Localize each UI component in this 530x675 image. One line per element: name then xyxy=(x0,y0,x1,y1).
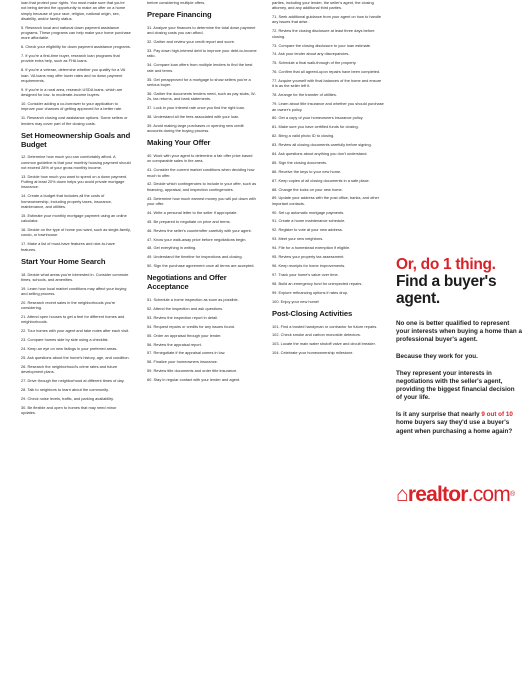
checklist-item: 11. Research closing cost assistance options. Some sellers or lenders may cover part of the closing costs. xyxy=(21,115,128,126)
checklist-item: 103. Locate the main water shutoff valve and circuit breaker. xyxy=(272,341,376,347)
checklist-item: 59. Review title documents and order title insurance. xyxy=(147,368,238,374)
checklist-item: 71. Seek additional guidance from your agent on how to handle any issues that arise. xyxy=(272,14,382,25)
checklist-item: 43. Determine how much earnest money you will put down with your offer. xyxy=(147,195,256,206)
checklist-item: 95. Review your property tax assessment. xyxy=(272,254,345,260)
checklist-item: 72. Review the closing disclosure at least three days before closing. xyxy=(272,28,375,39)
checklist-item: 51. Schedule a home inspection as soon as possible. xyxy=(147,297,239,303)
checklist-item: 38. Understand all the fees associated with your loan. xyxy=(147,113,240,119)
checklist-item: 60. Stay in regular contact with your lender and agent. xyxy=(147,377,241,383)
ad-question xyxy=(396,411,522,436)
checklist-item: 58. Finalize your homeowners insurance. xyxy=(147,359,218,365)
checklist-item: 10. Consider adding a co-borrower to your application to improve your chances of getting approved for a better rate. xyxy=(21,101,123,112)
registered-mark-icon: ® xyxy=(509,491,515,498)
checklist-item: 28. Talk to neighbors to learn about the community. xyxy=(21,387,109,392)
logo-tld: .com xyxy=(467,483,510,506)
checklist-item: 8. If you're a veteran, determine whether you qualify for a VA loan. VA loans may offer lower rates and no down payment requirements. xyxy=(21,67,126,83)
checklist-item: before considering multiple offers. xyxy=(147,0,206,5)
checklist-item: 77. Acquire yourself with final balances of the home and ensure it is as the seller left it. xyxy=(272,78,382,89)
checklist-item: 17. Make a list of must-have features and nice-to-have features. xyxy=(21,241,115,252)
checklist-item: 16. Decide on the type of home you want, such as single-family, condo, or townhouse. xyxy=(21,227,131,238)
goals-budget-list xyxy=(21,154,131,251)
realtor-logo[interactable] xyxy=(396,483,515,507)
checklist-item: 93. Meet your new neighbors. xyxy=(272,236,324,242)
checklist-item: 53. Review the inspection report in detail. xyxy=(147,314,219,320)
checklist-item: 76. Confirm that all agreed-upon repairs have been completed. xyxy=(272,69,381,75)
checklist-item: 98. Build an emergency fund for unexpected repairs. xyxy=(272,280,363,286)
checklist-item: 29. Check noise levels, traffic, and parking availability. xyxy=(21,395,114,401)
ad-question-prefix: Is it any surprise that nearly xyxy=(396,411,482,419)
ad-headline-dark: Find a buyer's agent. xyxy=(396,273,497,307)
checklist-item: 33. Pay down high-interest debt to improve your debt-to-income ratio. xyxy=(147,48,257,59)
checklist-item: 45. Be prepared to negotiate on price and terms. xyxy=(147,218,231,224)
checklist-item: 44. Write a personal letter to the seller if appropriate. xyxy=(147,209,238,215)
column-2-intro xyxy=(147,0,257,5)
negotiations-list xyxy=(147,297,257,382)
section-heading-goals-budget: Set Homeownership Goals and Budget xyxy=(21,130,131,149)
checklist-item: 104. Celebrate your homeownership milestone. xyxy=(272,350,354,356)
section-heading-negotiations: Negotiations and Offer Acceptance xyxy=(147,273,227,292)
checklist-item: 79. Learn about title insurance and whether you should purchase an owner's policy. xyxy=(272,101,384,112)
column-3-intro xyxy=(272,0,384,304)
checklist-item: loan that protect your rights. You must make sure that you're not being denied the opportunity to make an offer on a home simply because of your race, religion, national origin, sex, disability, and/or family status. xyxy=(21,0,126,21)
checklist-item: 30. Be flexible and open to homes that may need minor updates. xyxy=(21,404,117,416)
checklist-item: parties, including your lender, the seller's agent, the closing attorney, and any additional third parties. xyxy=(272,0,374,11)
checklist-item: 102. Check smoke and carbon monoxide detectors. xyxy=(272,332,361,338)
checklist-item: 37. Lock in your interest rate once you find the right loan. xyxy=(147,104,245,110)
checklist-item: 24. Keep an eye on new listings in your preferred areas. xyxy=(21,346,118,352)
checklist-item: 90. Set up automatic mortgage payments. xyxy=(272,209,345,215)
checklist-item: 85. Sign the closing documents. xyxy=(272,159,328,165)
ad-question-highlight: 9 out of 10 xyxy=(481,411,513,419)
checklist-item: 18. Decide what areas you're interested in. Consider commute times, schools, and amenities. xyxy=(21,271,129,282)
checklist-item: 91. Create a home maintenance schedule. xyxy=(272,218,346,224)
ad-paragraph: Because they work for you. xyxy=(396,353,478,361)
checklist-item: 56. Review the appraisal report. xyxy=(147,341,202,347)
ad-paragraph: No one is better qualified to represent your interests when buying a home than a professional buyer's agent. xyxy=(396,320,522,344)
checklist-item: 100. Enjoy your new home! xyxy=(272,298,320,304)
checklist-item: 13. Decide how much you want to spend on a down payment. Putting at least 20% down helps you avoid private mortgage insurance. xyxy=(21,173,128,190)
checklist-item: 23. Compare homes side by side using a checklist. xyxy=(21,337,109,343)
checklist-item: 42. Decide which contingencies to include in your offer, such as financing, appraisal, and inspection contingencies. xyxy=(147,181,257,192)
checklist-column-2 xyxy=(147,0,257,386)
checklist-item: 19. Learn how local market conditions may affect your buying and selling process. xyxy=(21,285,127,297)
checklist-item: 49. Understand the timeline for inspections and closing. xyxy=(147,254,243,260)
checklist-item: 96. Keep receipts for home improvements. xyxy=(272,262,346,268)
making-offer-list xyxy=(147,153,257,268)
checklist-item: 75. Schedule a final walk-through of the property. xyxy=(272,60,357,66)
checklist-item: 101. Find a trusted handyman or contractor for future repairs. xyxy=(272,323,378,329)
checklist-item: 14. Create a budget that includes all the costs of homeownership, including property taxes, insurance, maintenance, and utilities. xyxy=(21,193,112,209)
buyers-agent-ad xyxy=(396,256,522,444)
checklist-item: 36. Gather the documents lenders need, such as pay stubs, W-2s, tax returns, and bank statements. xyxy=(147,90,256,102)
checklist-item: 80. Get a copy of your homeowners insurance policy. xyxy=(272,115,364,121)
logo-name: realtor xyxy=(407,483,468,506)
checklist-item: 39. Avoid making large purchases or opening new credit accounts during the buying process. xyxy=(147,122,244,133)
checklist-item: 22. Tour homes with your agent and take notes after each visit. xyxy=(21,328,130,334)
checklist-item: 57. Renegotiate if the appraisal comes in low. xyxy=(147,350,226,356)
checklist-item: 20. Research recent sales in the neighborhoods you're considering. xyxy=(21,299,116,311)
checklist-item: 83. Review all closing documents carefully before signing. xyxy=(272,142,372,148)
checklist-item: 31. Analyze your finances to determine the total down payment and closing costs you can afford. xyxy=(147,25,256,36)
checklist-item: 34. Compare loan offers from multiple lenders to find the best rate and terms. xyxy=(147,62,253,73)
home-search-list xyxy=(21,272,131,416)
checklist-item: 41. Consider the current market conditions when deciding how much to offer. xyxy=(147,167,255,178)
section-heading-making-offer: Making Your Offer xyxy=(147,138,211,148)
ad-headline xyxy=(396,256,522,307)
checklist-item: 25. Ask questions about the home's history, age, and condition. xyxy=(21,355,130,361)
checklist-item: 84. Ask questions about anything you don't understand. xyxy=(272,150,368,156)
checklist-item: 48. Get everything in writing. xyxy=(147,245,197,251)
checklist-item: 88. Change the locks on your new home. xyxy=(272,186,343,192)
section-heading-home-search: Start Your Home Search xyxy=(21,256,106,266)
checklist-item: 82. Bring a valid photo ID to closing. xyxy=(272,133,335,139)
checklist-item: 7. If you're a first-time buyer, research loan programs that provide extra help, such as FHA loans. xyxy=(21,53,120,64)
checklist-item: 97. Track your home's value over time. xyxy=(272,271,339,277)
post-closing-list xyxy=(272,324,384,356)
house-icon: ⌂ xyxy=(396,483,408,506)
ad-body xyxy=(396,320,522,436)
checklist-item: 9. If you're in a rural area, research USDA loans, which are designed for low- to moderate-income buyers. xyxy=(21,86,123,98)
checklist-item: 5. Research local and national down payment assistance programs. These programs can help make your home purchase more affordable. xyxy=(21,24,131,41)
checklist-item: 26. Research the neighborhood's crime rates and future development plans. xyxy=(21,363,118,375)
checklist-item: 54. Request repairs or credits for any issues found. xyxy=(147,323,236,329)
checklist-item: 6. Check your eligibility for down payment assistance programs. xyxy=(21,44,131,50)
checklist-item: 81. Make sure you have certified funds for closing. xyxy=(272,124,359,130)
column-1-intro xyxy=(21,0,131,126)
checklist-item: 35. Get preapproved for a mortgage to show sellers you're a serious buyer. xyxy=(147,76,251,87)
checklist-item: 92. Register to vote at your new address. xyxy=(272,227,343,233)
checklist-item: 46. Review the seller's counteroffer carefully with your agent. xyxy=(147,227,252,233)
checklist-item: 73. Compare the closing disclosure to your loan estimate. xyxy=(272,42,372,48)
checklist-item: 86. Receive the keys to your new home. xyxy=(272,168,342,174)
checklist-item: 47. Know your walk-away price before negotiations begin. xyxy=(147,236,247,242)
checklist-column-1 xyxy=(21,0,131,419)
checklist-item: 55. Order an appraisal through your lender. xyxy=(147,332,222,338)
ad-paragraph: They represent your interests in negotiations with the seller's agent, providing the biggest financial decision of your life. xyxy=(396,369,515,402)
checklist-item: 40. Work with your agent to determine a fair offer price based on comparable sales in the area. xyxy=(147,153,253,164)
checklist-item: 27. Drive through the neighborhood at different times of day. xyxy=(21,378,125,384)
prepare-financing-list xyxy=(147,25,257,133)
ad-question-suffix: home buyers say they'd use a buyer's agent when purchasing a home again? xyxy=(396,419,513,435)
checklist-item: 89. Update your address with the post office, banks, and other important contacts. xyxy=(272,195,379,206)
checklist-item: 74. Ask your lender about any discrepancies. xyxy=(272,51,350,57)
checklist-item: 78. Arrange for the transfer of utilities. xyxy=(272,92,337,98)
checklist-item: 15. Estimate your monthly mortgage payment using an online calculator. xyxy=(21,212,127,224)
checklist-item: 99. Explore refinancing options if rates drop. xyxy=(272,289,349,295)
checklist-item: 87. Keep copies of all closing documents in a safe place. xyxy=(272,177,370,183)
checklist-item: 32. Gather and review your credit report and score. xyxy=(147,39,236,45)
checklist-item: 21. Attend open houses to get a feel for different homes and neighborhoods. xyxy=(21,314,125,325)
checklist-column-3 xyxy=(272,0,384,359)
checklist-item: 94. File for a homestead exemption if eligible. xyxy=(272,245,351,251)
section-heading-post-closing: Post-Closing Activities xyxy=(272,308,353,318)
ad-headline-red: Or, do 1 thing. xyxy=(396,256,496,273)
checklist-item: 12. Determine how much you can comfortably afford. A common guideline is that your monthly housing payment should not exceed 28% of your gross monthly income. xyxy=(21,154,131,170)
checklist-item: 50. Sign the purchase agreement once all terms are accepted. xyxy=(147,263,255,269)
checklist-item: 52. Attend the inspection and ask questions. xyxy=(147,305,224,311)
section-heading-prepare-financing: Prepare Financing xyxy=(147,10,212,20)
